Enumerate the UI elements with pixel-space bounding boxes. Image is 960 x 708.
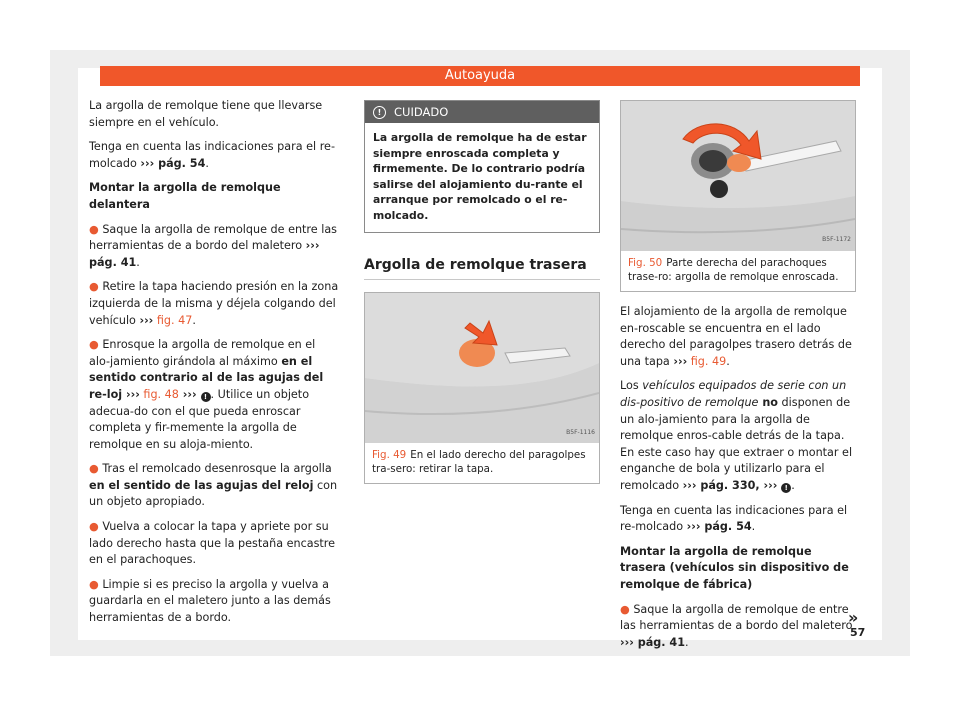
paragraph: Tenga en cuenta las indicaciones para el re-molcado ››› pág. 54. [620, 503, 848, 534]
section-title: Argolla de remolque trasera [364, 257, 600, 281]
header-title: Autoayuda [444, 68, 516, 83]
bullet-item: ● Limpie si es preciso la argolla y vuelva a guardarla en el maletero junto a las demás herramientas de a bordo. [89, 577, 331, 625]
figure-49-image [365, 293, 599, 443]
paragraph: La argolla de remolque tiene que llevarse siempre en el vehículo. [89, 99, 323, 129]
figure-caption: Fig. 49 En el lado derecho del paragolpes tra-sero: retirar la tapa. [372, 449, 586, 476]
caution-text: La argolla de remolque ha de estar siempre enroscada completa y firmemente. De lo contrario podría salirse del alojamiento du-rante el arranque por remolcado o el re-molcado. [373, 131, 587, 222]
continue-marker: » [848, 608, 859, 627]
figure-50 [620, 100, 856, 292]
figure-49 [364, 292, 600, 484]
page-ref-link[interactable]: ››› pág. 54 [140, 156, 206, 170]
page-header [100, 66, 860, 86]
subheading: Montar la argolla de remolque delantera [89, 181, 281, 211]
subheading: Montar la argolla de remolque trasera (vehículos sin dispositivo de remolque de fábrica) [620, 544, 849, 591]
bullet-item: ● Retire la tapa haciendo presión en la zona izquierda de la misma y déjela colgando del vehículo ››› fig. 47. [89, 280, 339, 327]
bullet-item: ● Tras el remolcado desenrosque la argolla en el sentido de las agujas del reloj con un objeto apropiado. [89, 462, 338, 509]
caution-title: CUIDADO [394, 105, 449, 119]
paragraph: Tenga en cuenta las indicaciones para el re-molcado ››› pág. 54. [89, 140, 335, 170]
figure-ref-link[interactable]: fig. 48 [139, 387, 179, 401]
caution-icon: ! [781, 483, 791, 493]
figure-code: B5F-1172 [822, 236, 851, 244]
paragraph: El alojamiento de la argolla de remolque en-roscable se encuentra en el lado derecho del paragolpes trasero detrás de una tapa ››› fig. 49. [620, 305, 852, 368]
bullet-item: ● Enrosque la argolla de remolque en el alo-jamiento girándola al máximo en el sentido contrario al de las agujas del re-loj ››› fig. 48 ››› ! . Utilice un objeto adecua-do con el que pueda enroscar completa y fir-memente la argolla de remolque en su aloja-miento. [89, 338, 324, 451]
column-left [89, 98, 339, 635]
page-ref-link[interactable]: ››› pág. 41 [89, 239, 320, 269]
figure-50-image [621, 101, 855, 251]
figure-ref-link[interactable]: fig. 47 [153, 313, 193, 327]
page-ref-link[interactable]: ››› pág. 330 [682, 478, 756, 492]
figure-code: B5F-1116 [566, 428, 595, 436]
figure-caption: Fig. 50 Parte derecha del parachoques trase-ro: argolla de remolque enroscada. [628, 257, 839, 283]
bullet-item: ● Saque la argolla de remolque de entre las herramientas de a bordo del maletero ››› pág. 41. [620, 602, 853, 649]
column-right [620, 100, 860, 659]
bullet-item: ● Vuelva a colocar la tapa y apriete por su lado derecho hasta que la pestaña encastre en el parachoques. [89, 520, 336, 567]
column-middle [364, 100, 600, 484]
page-ref-link[interactable]: ››› pág. 41 [620, 635, 686, 649]
bullet-item: ● Saque la argolla de remolque de entre las herramientas de a bordo del maletero ››› pág. 41. [89, 222, 338, 269]
figure-ref-link[interactable]: fig. 49 [687, 354, 727, 368]
caution-header [365, 101, 599, 123]
caution-icon: ! [201, 392, 211, 402]
page-ref-link[interactable]: ››› pág. 54 [686, 520, 752, 534]
paragraph: Los vehículos equipados de serie con un dis-positivo de remolque no disponen de un alo-jamiento para la argolla de remolque enros-cable detrás de la tapa. En este caso hay que extraer o montar el enganche de bola y utilizarlo para el remolcado ››› pág. 330, ››› ! . [620, 379, 853, 492]
caution-box [364, 100, 600, 233]
info-icon: ! [373, 106, 386, 119]
page-number: 57 [850, 626, 866, 639]
